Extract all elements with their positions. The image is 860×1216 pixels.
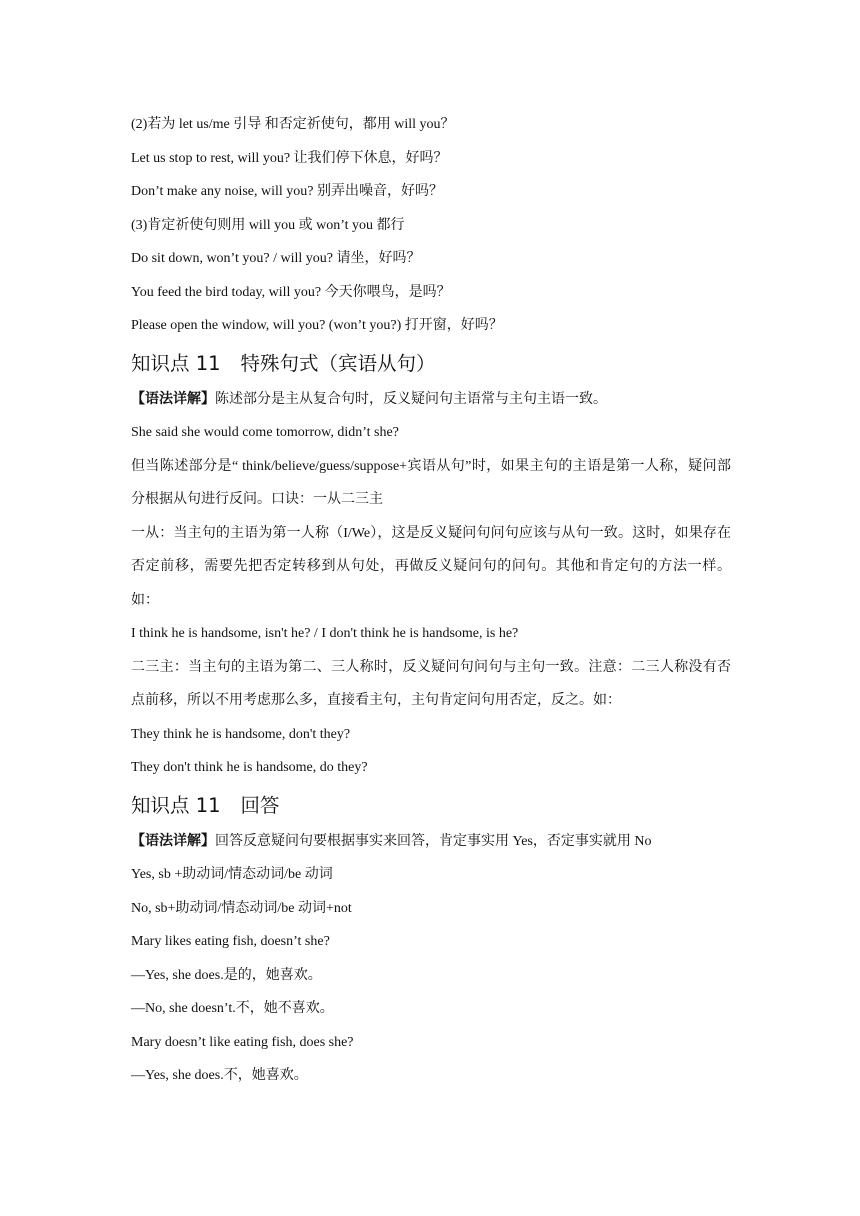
paragraph: 二三主：当主句的主语为第二、三人称时，反义疑问句问句与主句一致。注意：二三人称没有否点前移，所以不用考虑那么多，直接看主句，主句肯定问句用否定，反之。如： bbox=[131, 659, 731, 708]
text-line: Please open the window, will you? (won’t you?) 打开窗，好吗？ bbox=[131, 318, 503, 333]
grammar-label: 【语法详解】 bbox=[131, 391, 215, 407]
grammar-label: 【语法详解】 bbox=[131, 833, 215, 849]
answer-line: —Yes, she does.是的，她喜欢。 bbox=[131, 967, 322, 983]
text-line: You feed the bird today, will you? 今天你喂鸟，是吗？ bbox=[131, 284, 451, 300]
text-line: No, sb+助动词/情态动词/be 动词+not bbox=[131, 900, 352, 916]
answer-line: —Yes, she does.不，她喜欢。 bbox=[131, 1068, 308, 1083]
grammar-text: 陈述部分是主从复合句时，反义疑问句主语常与主句主语一致。 bbox=[215, 391, 607, 407]
text-line: Yes, sb +助动词/情态动词/be 动词 bbox=[131, 867, 333, 882]
example-sentence: She said she would come tomorrow, didn’t she? bbox=[131, 425, 399, 440]
grammar-text: 回答反意疑问句要根据事实来回答，肯定事实用 Yes，否定事实就用 No bbox=[215, 833, 652, 849]
document-body bbox=[131, 108, 731, 1093]
example-sentence: They don't think he is handsome, do they? bbox=[131, 760, 368, 775]
example-sentence: Mary likes eating fish, doesn’t she? bbox=[131, 934, 330, 949]
heading-number: 知识点 11 bbox=[131, 793, 221, 817]
heading-number: 知识点 11 bbox=[131, 351, 221, 375]
example-sentence: I think he is handsome, isn't he? / I don't think he is handsome, is he? bbox=[131, 626, 519, 641]
text-line: (3)肯定祈使句则用 will you 或 won’t you 都行 bbox=[131, 217, 405, 233]
grammar-note bbox=[131, 383, 731, 417]
paragraph: 一从：当主句的主语为第一人称（I/We），这是反义疑问句问句应该与从句一致。这时，如果存在否定前移，需要先把否定转移到从句处，再做反义疑问句的问句。其他和肯定句的方法一样。如： bbox=[131, 525, 731, 608]
section-heading bbox=[131, 787, 731, 825]
example-sentence: Mary doesn’t like eating fish, does she? bbox=[131, 1034, 354, 1050]
text-line: Let us stop to rest, will you? 让我们停下休息，好吗？ bbox=[131, 150, 448, 166]
example-sentence: They think he is handsome, don't they? bbox=[131, 726, 351, 742]
paragraph: 但当陈述部分是“ think/believe/guess/suppose+宾语从句”时，如果主句的主语是第一人称，疑问部分根据从句进行反问。口诀：一从二三主 bbox=[131, 458, 731, 507]
grammar-note bbox=[131, 825, 731, 859]
answer-line: —No, she doesn’t.不，她不喜欢。 bbox=[131, 1001, 334, 1016]
text-line: Do sit down, won’t you? / will you? 请坐，好吗？ bbox=[131, 251, 421, 266]
text-line: Don’t make any noise, will you? 别弄出噪音，好吗？ bbox=[131, 184, 443, 199]
section-heading bbox=[131, 345, 731, 383]
heading-title: 特殊句式（宾语从句） bbox=[240, 351, 436, 375]
text-line: (2)若为 let us/me 引导 和否定祈使句，都用 will you？ bbox=[131, 117, 455, 132]
heading-title: 回答 bbox=[240, 793, 280, 817]
